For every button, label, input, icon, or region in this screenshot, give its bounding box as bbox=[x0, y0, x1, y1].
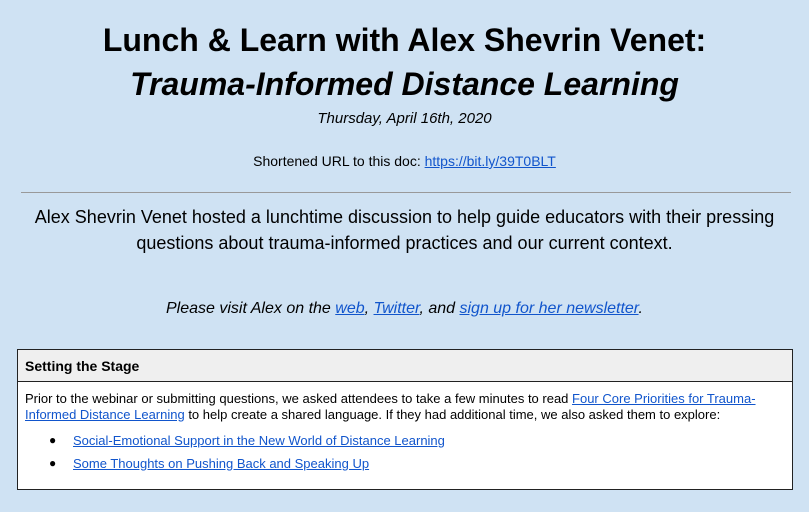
short-url-link[interactable]: https://bit.ly/39T0BLT bbox=[424, 153, 556, 169]
list-item bbox=[25, 452, 785, 475]
panel-heading: Setting the Stage bbox=[18, 350, 792, 382]
divider bbox=[21, 192, 791, 193]
visit-prefix: Please visit Alex on the bbox=[165, 300, 336, 317]
bullet-icon: ● bbox=[49, 433, 57, 447]
web-link[interactable]: web bbox=[335, 300, 365, 317]
panel-paragraph bbox=[25, 391, 785, 423]
visit-separator: , bbox=[364, 300, 374, 317]
social-emotional-support-link[interactable]: Social-Emotional Support in the New World of Distance Learning bbox=[73, 433, 445, 448]
page-title: Lunch & Learn with Alex Shevrin Venet: bbox=[102, 22, 707, 58]
page-subtitle: Trauma-Informed Distance Learning bbox=[130, 66, 679, 102]
twitter-link[interactable]: Twitter bbox=[373, 300, 420, 317]
short-url-label: Shortened URL to this doc: bbox=[253, 153, 425, 169]
reading-list bbox=[25, 429, 785, 475]
panel-text-prefix: Prior to the webinar or submitting questions, we asked attendees to take a few minutes to read bbox=[25, 391, 573, 406]
intro-paragraph: Alex Shevrin Venet hosted a lunchtime discussion to help guide educators with their pressing questions about trauma-informed practices and our current context. bbox=[34, 207, 775, 253]
event-date: Thursday, April 16th, 2020 bbox=[317, 110, 492, 127]
short-url-line bbox=[0, 151, 809, 171]
list-item bbox=[25, 429, 785, 452]
newsletter-link[interactable]: sign up for her newsletter bbox=[459, 300, 639, 317]
panel-body bbox=[18, 382, 792, 475]
bullet-icon: ● bbox=[49, 456, 57, 470]
pushing-back-link[interactable]: Some Thoughts on Pushing Back and Speaking Up bbox=[73, 456, 370, 471]
setting-the-stage-panel bbox=[17, 349, 793, 490]
four-core-priorities-link[interactable]: Four Core Priorities for Trauma-Informed Distance Learning bbox=[25, 391, 756, 422]
panel-text-suffix: to help create a shared language. If they had additional time, we also asked them to explore: bbox=[184, 407, 721, 422]
visit-separator: , and bbox=[419, 300, 460, 317]
visit-suffix: . bbox=[638, 300, 643, 317]
visit-line bbox=[0, 298, 809, 320]
